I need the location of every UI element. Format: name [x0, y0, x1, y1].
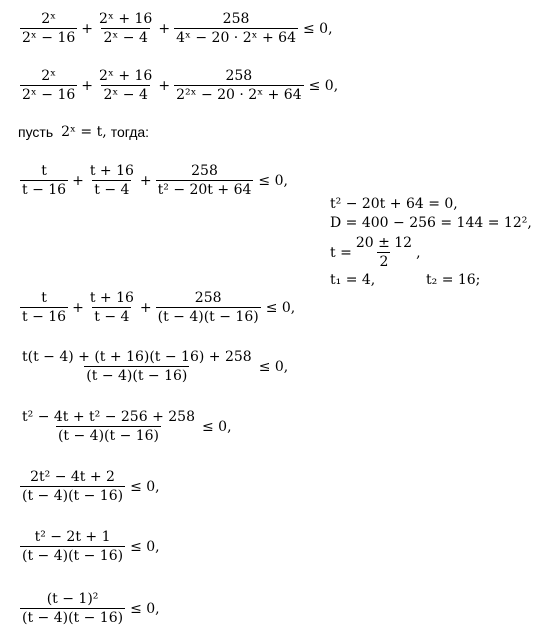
inequality-tail: ≤ 0,: [258, 172, 288, 189]
plus-operator: +: [81, 77, 94, 94]
inequality-tail: ≤ 0,: [130, 600, 160, 617]
denominator: t − 4: [94, 309, 130, 325]
inequality-line-6: [18, 408, 232, 445]
plus-operator: +: [72, 172, 84, 189]
fraction: [156, 289, 261, 326]
numerator: t² − 4t + t² − 256 + 258: [22, 409, 195, 425]
fraction: [20, 528, 125, 565]
numerator: t² − 2t + 1: [34, 529, 111, 545]
denominator: t² − 20t + 64: [157, 182, 252, 198]
fraction: [20, 408, 197, 445]
discriminant: D = 400 − 256 = 144 = 12²,: [330, 215, 532, 231]
inequality-line-9: [18, 590, 160, 627]
fraction: [20, 348, 254, 385]
inequality-line-4: [18, 289, 295, 326]
substitution-word-then: тогда:: [110, 124, 150, 140]
substitution-word: пусть: [18, 124, 54, 140]
fraction: [174, 10, 298, 47]
substitution-line: [18, 124, 149, 140]
numerator: 20 ± 12: [355, 235, 413, 251]
denominator: 2ˣ − 4: [103, 87, 148, 103]
plus-operator: +: [158, 77, 171, 94]
inequality-line-3: [18, 162, 288, 199]
fraction: [20, 289, 68, 326]
numerator: 258: [194, 290, 222, 306]
denominator: 2ˣ − 16: [22, 87, 76, 103]
fraction: [20, 162, 68, 199]
denominator: t − 16: [22, 309, 67, 325]
numerator: 2ˣ + 16: [99, 11, 153, 27]
inequality-tail: ≤ 0,: [201, 418, 232, 435]
numerator: (t − 1)²: [46, 591, 99, 607]
denominator: 2: [379, 254, 389, 270]
plus-operator: +: [139, 172, 152, 189]
fraction: [20, 10, 77, 47]
denominator: (t − 4)(t − 16): [22, 548, 124, 564]
denominator: (t − 4)(t − 16): [157, 309, 259, 325]
inequality-line-2: [18, 67, 338, 104]
plus-operator: +: [139, 299, 152, 316]
fraction: [156, 162, 254, 199]
fraction: [88, 289, 136, 326]
numerator: 2ˣ: [41, 11, 57, 27]
plus-operator: +: [81, 20, 94, 37]
inequality-tail: ≤ 0,: [265, 299, 296, 316]
numerator: t: [41, 290, 47, 306]
denominator: 2²ˣ − 20 · 2ˣ + 64: [176, 87, 302, 103]
inequality-tail: ≤ 0,: [258, 358, 289, 375]
fraction: [354, 234, 414, 271]
denominator: t − 4: [94, 182, 130, 198]
numerator: 258: [225, 68, 253, 84]
fraction: [97, 10, 154, 47]
fraction: [20, 468, 125, 505]
plus-operator: +: [72, 299, 84, 316]
inequality-line-8: [18, 528, 160, 565]
inequality-line-7: [18, 468, 160, 505]
inequality-tail: ≤ 0,: [130, 478, 160, 495]
numerator: 2ˣ: [41, 68, 57, 84]
plus-operator: +: [158, 20, 171, 37]
numerator: t + 16: [89, 290, 134, 306]
root-t1: t₁ = 4,: [330, 272, 376, 288]
inequality-tail: ≤ 0,: [303, 20, 333, 37]
inequality-line-1: [18, 10, 333, 47]
denominator: 2ˣ − 16: [22, 30, 76, 46]
denominator: (t − 4)(t − 16): [57, 428, 160, 444]
substitution-expression: 2ˣ = t,: [61, 124, 107, 140]
denominator: t − 16: [22, 182, 67, 198]
inequality-line-5: [18, 348, 288, 385]
denominator: 4ˣ − 20 · 2ˣ + 64: [176, 30, 296, 46]
fraction: [97, 67, 154, 104]
inequality-tail: ≤ 0,: [130, 538, 160, 555]
numerator: t(t − 4) + (t + 16)(t − 16) + 258: [22, 349, 252, 365]
fraction: [88, 162, 136, 199]
numerator: t: [41, 163, 47, 179]
denominator: (t − 4)(t − 16): [22, 610, 124, 626]
denominator: 2ˣ − 4: [103, 30, 148, 46]
quadratic-equation: t² − 20t + 64 = 0,: [330, 196, 458, 212]
numerator: 2t² − 4t + 2: [30, 469, 115, 485]
root-t2: t₂ = 16;: [426, 272, 481, 288]
root-tail: ,: [416, 244, 421, 261]
root-lhs: t =: [330, 244, 352, 261]
denominator: (t − 4)(t − 16): [86, 368, 188, 384]
numerator: 258: [222, 11, 250, 27]
numerator: 258: [191, 163, 218, 179]
denominator: (t − 4)(t − 16): [22, 488, 124, 504]
fraction: [20, 67, 77, 104]
numerator: 2ˣ + 16: [99, 68, 153, 84]
numerator: t + 16: [89, 163, 134, 179]
roots-formula: [330, 234, 421, 271]
fraction: [174, 67, 304, 104]
fraction: [20, 590, 125, 627]
inequality-tail: ≤ 0,: [308, 77, 339, 94]
